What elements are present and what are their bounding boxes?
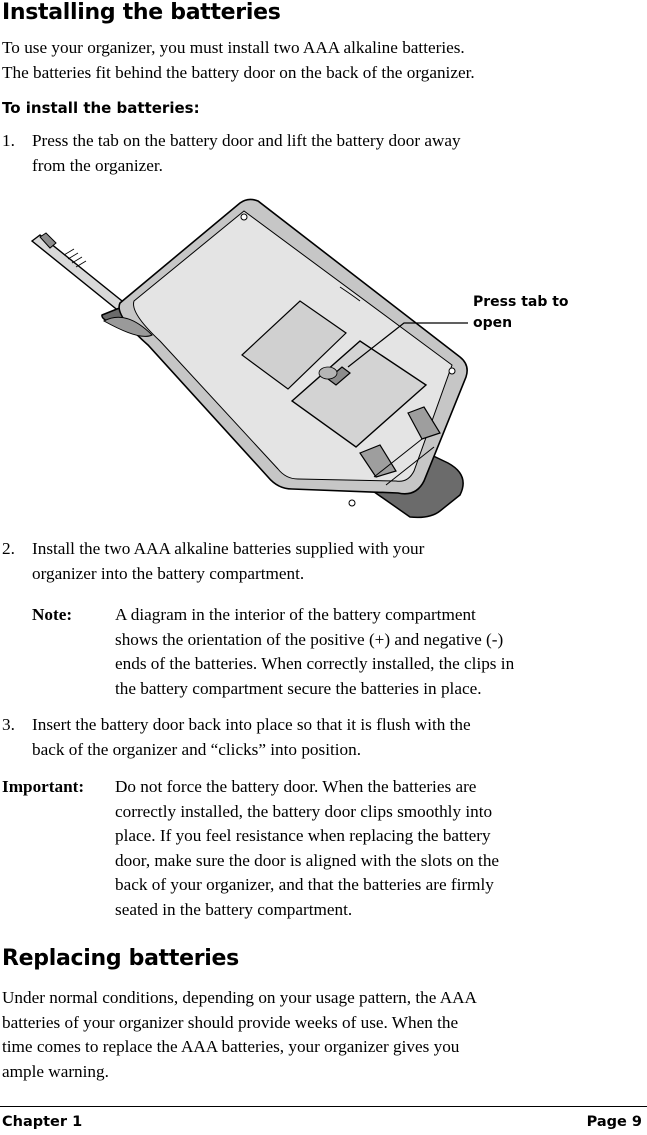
procedure-subheading: To install the batteries: xyxy=(2,99,200,117)
section-title-replacing: Replacing batteries xyxy=(2,946,239,971)
footer-divider xyxy=(0,1106,647,1107)
important-line: door, make sure the door is aligned with the slots on the xyxy=(115,850,500,870)
step-line: organizer into the battery compartment. xyxy=(32,563,305,583)
callout-line: open xyxy=(473,315,513,331)
organizer-back-illustration xyxy=(30,195,590,530)
step-line: Install the two AAA alkaline batteries supplied with your xyxy=(32,539,425,558)
note-line: A diagram in the interior of the battery compartment xyxy=(115,605,476,624)
intro-line: The batteries fit behind the battery door on the back of the organizer. xyxy=(2,62,475,82)
note-line: ends of the batteries. When correctly installed, the clips in xyxy=(115,654,515,673)
important-line: back of your organizer, and that the batteries are firmly xyxy=(115,875,494,894)
important-line: place. If you feel resistance when replacing the battery xyxy=(115,826,491,845)
step-1-number: 1. xyxy=(2,131,15,150)
step-line: Insert the battery door back into place so that it is flush with the xyxy=(32,715,471,734)
replacing-line: time comes to replace the AAA batteries, your organizer gives you xyxy=(2,1037,460,1056)
step-line: from the organizer. xyxy=(32,155,163,175)
footer-page-number: Page 9 xyxy=(586,1114,642,1130)
organizer-drawing xyxy=(30,195,590,530)
step-line: Press the tab on the battery door and lift the battery door away xyxy=(32,131,461,150)
step-2-text xyxy=(32,537,424,586)
important-label: Important: xyxy=(2,777,85,796)
note-line: shows the orientation of the positive (+) and negative (-) xyxy=(115,629,504,649)
intro-line: To use your organizer, you must install two AAA alkaline batteries. xyxy=(2,38,465,57)
step-line: back of the organizer and “clicks” into position. xyxy=(32,739,362,759)
replacing-line: batteries of your organizer should provide weeks of use. When the xyxy=(2,1012,459,1032)
replacing-paragraph xyxy=(2,986,477,1084)
step-2-number: 2. xyxy=(2,539,15,558)
replacing-line: Under normal conditions, depending on your usage pattern, the AAA xyxy=(2,988,477,1007)
section-title-installing: Installing the batteries xyxy=(2,0,281,25)
step-3-text xyxy=(32,713,471,762)
important-text xyxy=(115,775,499,922)
note-text xyxy=(115,603,514,701)
intro-paragraph xyxy=(2,36,475,85)
note-label: Note: xyxy=(32,605,73,624)
important-line: seated in the battery compartment. xyxy=(115,899,353,919)
important-line: Do not force the battery door. When the batteries are xyxy=(115,777,477,796)
press-tab-callout xyxy=(473,292,569,334)
step-1-text xyxy=(32,129,461,178)
note-line: the battery compartment secure the batteries in place. xyxy=(115,678,482,698)
callout-line: Press tab to xyxy=(473,294,569,310)
replacing-line: ample warning. xyxy=(2,1061,109,1081)
important-line: correctly installed, the battery door clips smoothly into xyxy=(115,801,493,821)
step-3-number: 3. xyxy=(2,715,15,734)
footer-chapter: Chapter 1 xyxy=(2,1114,83,1130)
